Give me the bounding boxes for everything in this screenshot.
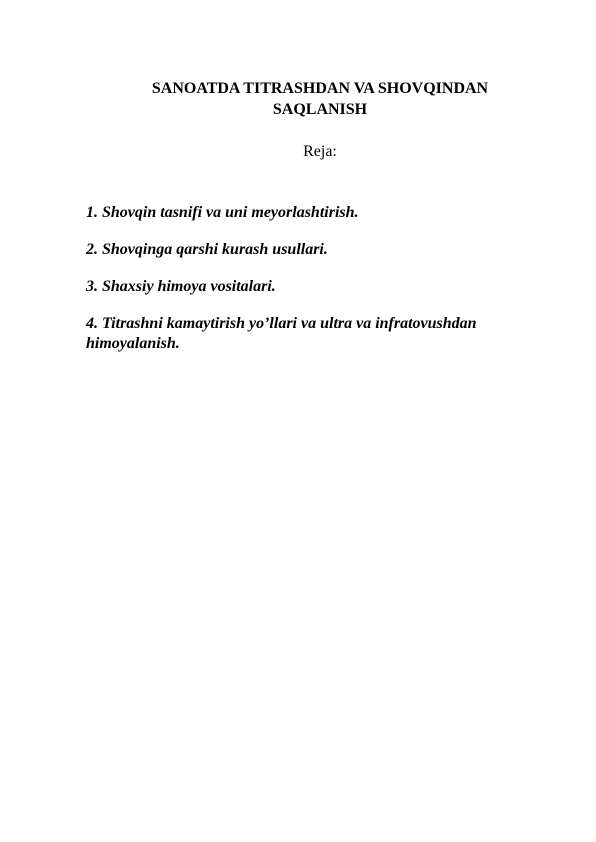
plan-heading: Reja: xyxy=(303,143,337,160)
plan-item-1: 1. Shovqin tasnifi va uni meyorlashtirish. xyxy=(86,204,359,221)
plan-item-2: 2. Shovqinga qarshi kurash usullari. xyxy=(86,241,328,258)
plan-list xyxy=(86,203,546,371)
plan-item-4: 4. Titrashni kamaytirish yo’llari va ultra va infratovushdan himoyalanish. xyxy=(86,315,477,352)
plan-item-3: 3. Shaxsiy himoya vositalari. xyxy=(86,278,276,295)
document-title: SANOATDA TITRASHDAN VA SHOVQINDAN SAQLANISH xyxy=(151,80,489,118)
